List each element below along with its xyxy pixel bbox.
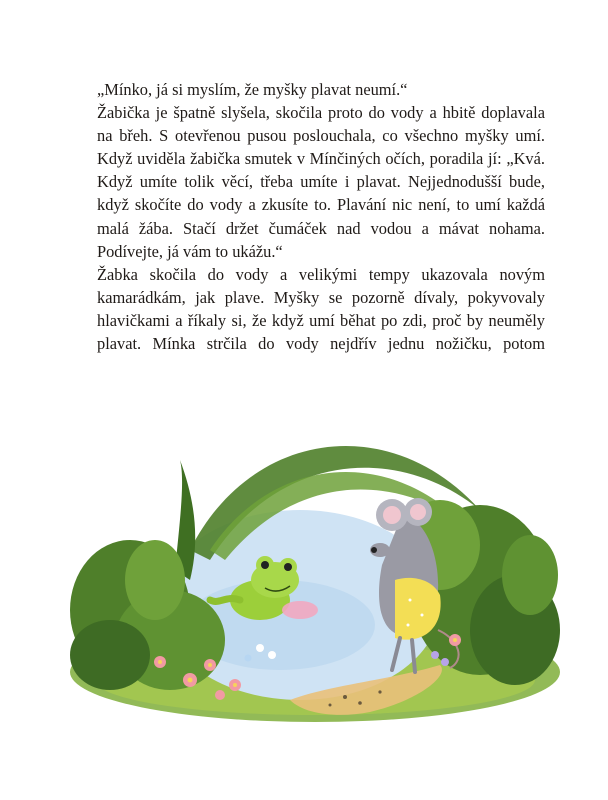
paragraph-2 — [75, 101, 545, 263]
paragraph-3 — [75, 263, 545, 355]
story-text — [75, 78, 545, 355]
text-line: Když uviděla žabička smutek v Mínčiných očích, poradila jí: „Kvá. — [97, 149, 545, 169]
paragraph-1 — [75, 78, 545, 101]
text-line: Podívejte, já vám to ukážu.“ — [97, 241, 283, 261]
text-line: hlavičkami a říkaly si, že když umí běhat po zdi, proč by neuměly — [97, 310, 545, 330]
pond-illustration — [60, 400, 560, 730]
text-line: Žabička je špatně slyšela, skočila proto do vody a hbitě doplavala — [97, 103, 545, 123]
text-line: Když umíte tolik věcí, třeba umíte i plavat. Nejjednodušší bude, — [97, 172, 545, 192]
text-line: plavat. Mínka strčila do vody nejdřív jednu nožičku, potom — [97, 334, 545, 354]
text-line: Žabka skočila do vody a velikými tempy ukazovala novým — [97, 264, 545, 284]
text-line: na břeh. S otevřenou pusou poslouchala, co všechno myšky umí. — [97, 126, 545, 146]
text-line: když skočíte do vody a zkusíte to. Plavání nic není, to umí každá — [97, 195, 545, 215]
text-line: kamarádkám, jak plave. Myšky se pozorně dívaly, pokyvovaly — [97, 287, 545, 307]
text-line: malá žába. Stačí držet čumáček nad vodou a mávat nohama. — [97, 218, 545, 238]
text-line: „Mínko, já si myslím, že myšky plavat neumí.“ — [97, 80, 408, 99]
